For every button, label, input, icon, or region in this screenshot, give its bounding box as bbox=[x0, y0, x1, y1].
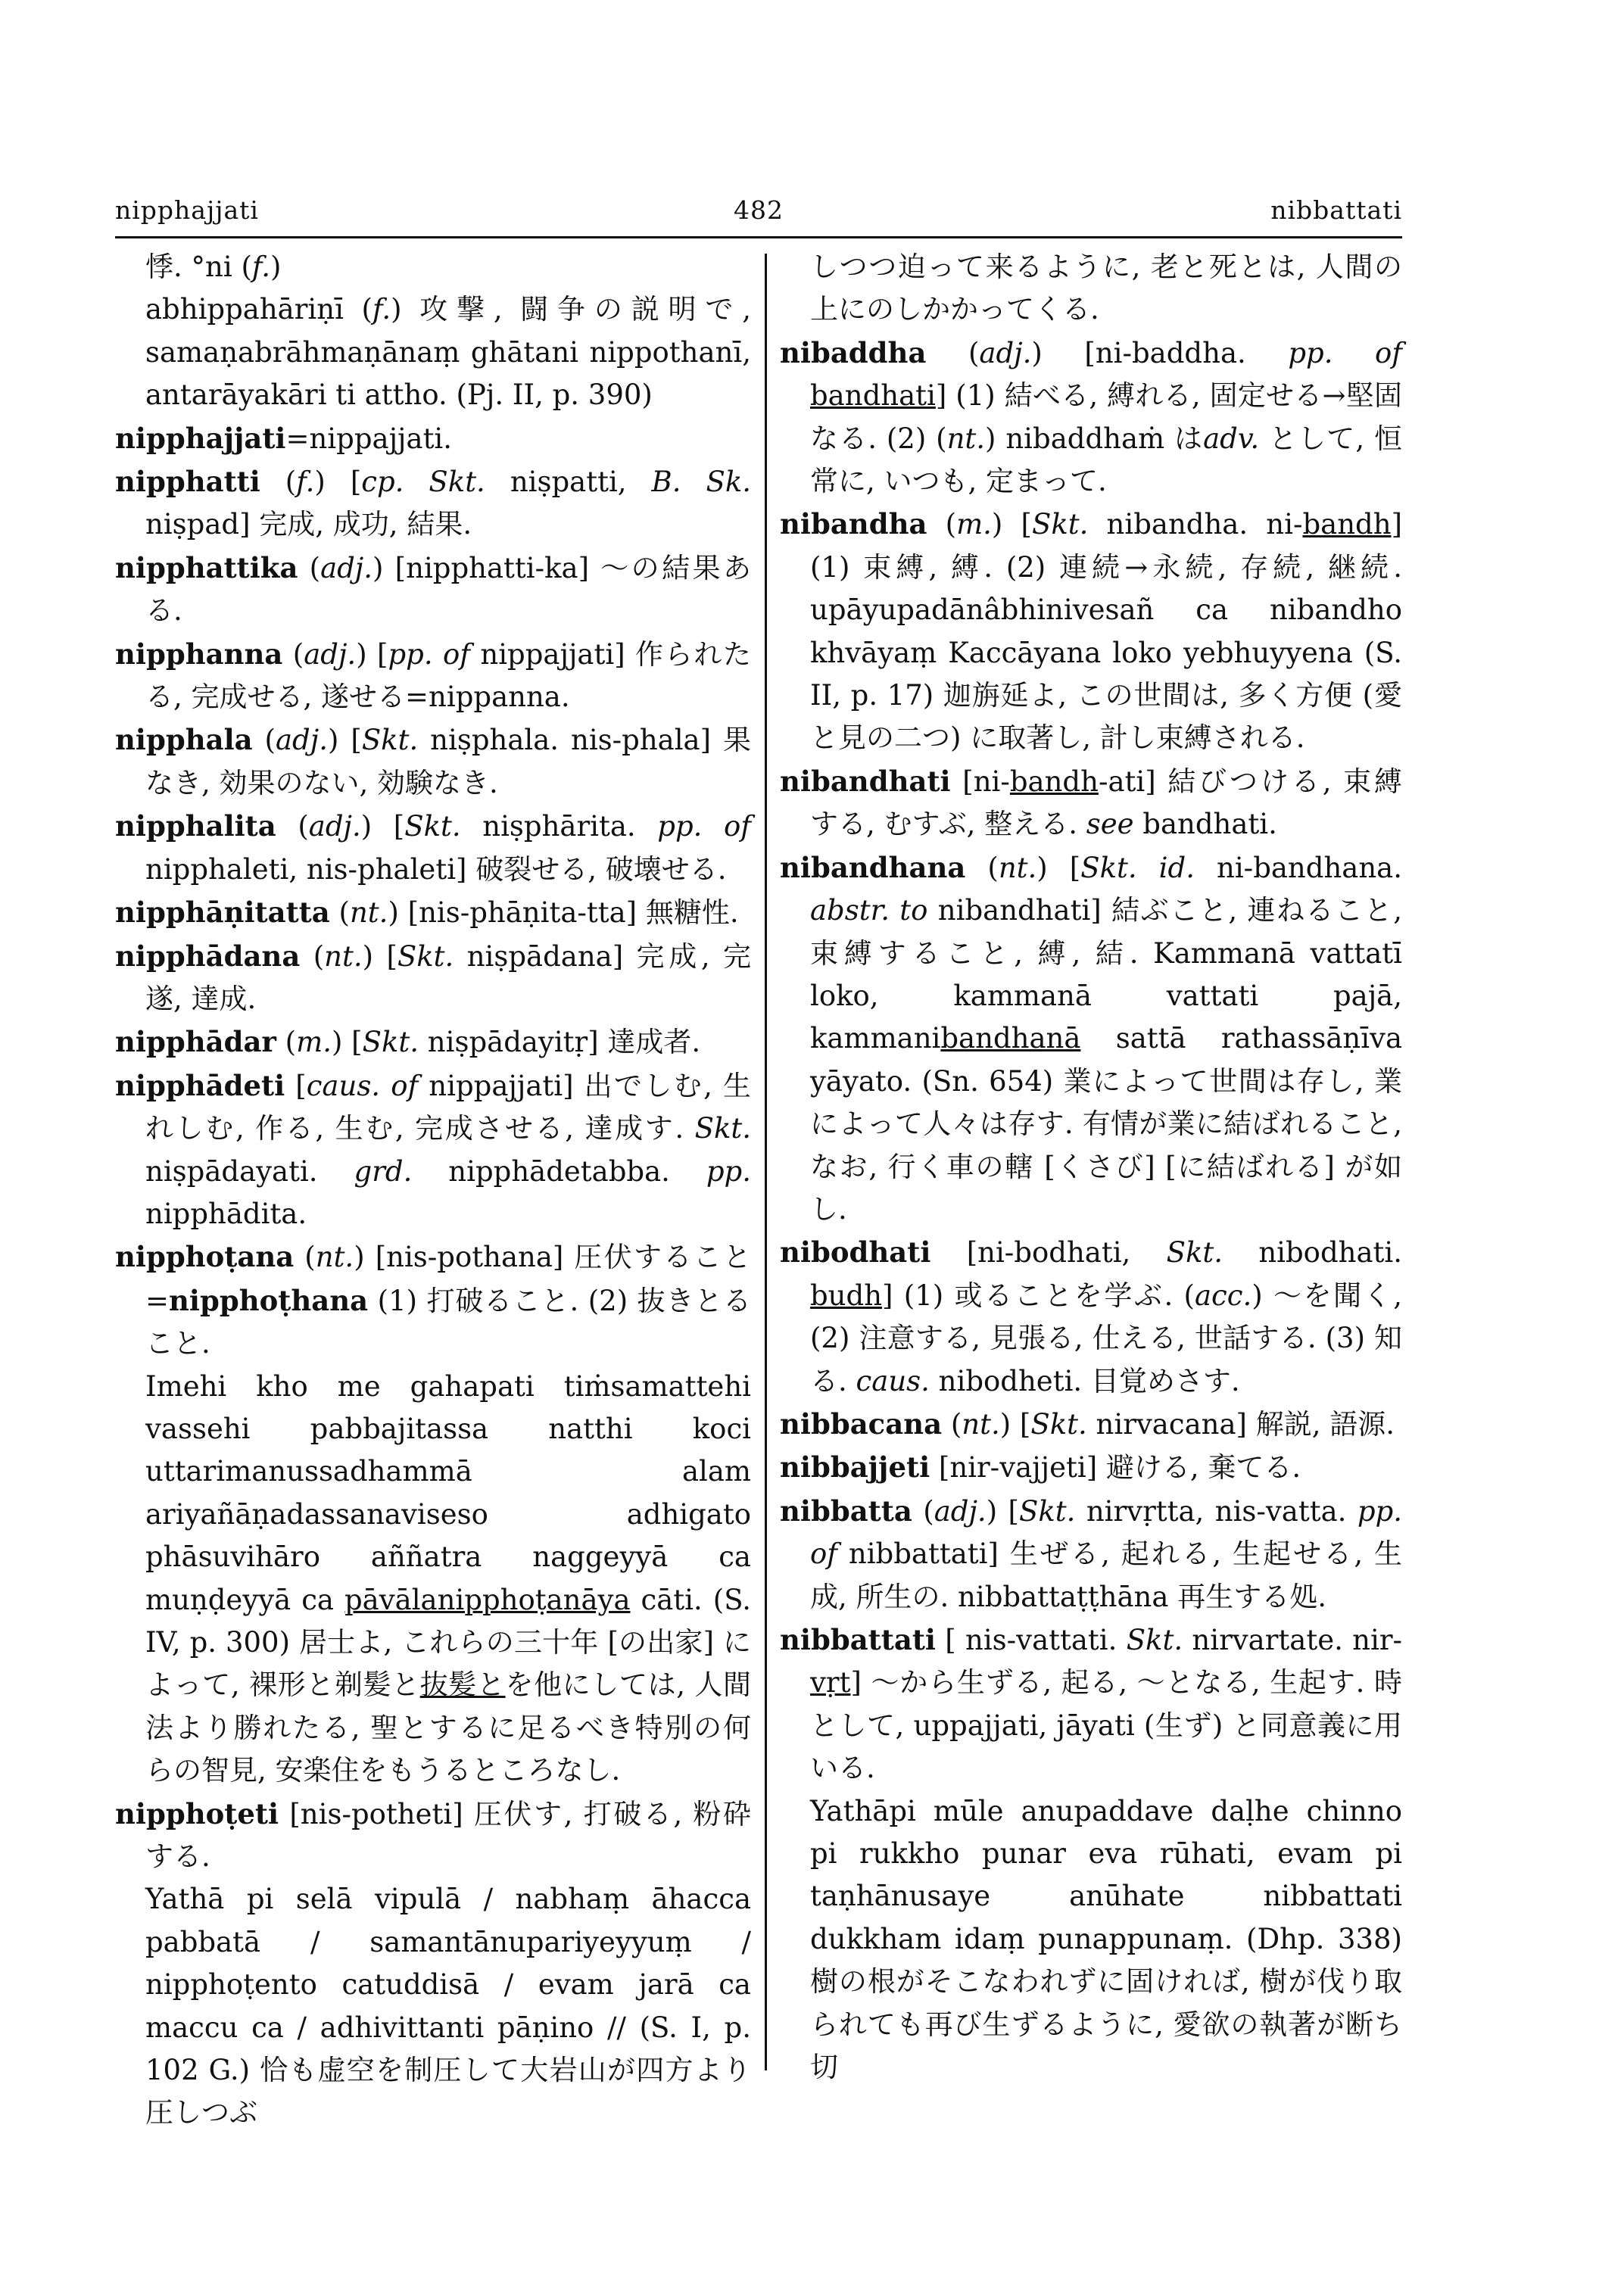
dictionary-entry: nipphanna (adj.) [pp. of nippajjati] 作られたる, 完成せる, 遂せる=nippanna. bbox=[115, 637, 751, 714]
headword: nibandhati bbox=[780, 764, 951, 798]
page-header bbox=[115, 195, 1402, 241]
headword: nipphoṭeti bbox=[115, 1796, 279, 1830]
headword: nibbatta bbox=[780, 1494, 912, 1528]
dictionary-entry: nibbacana (nt.) [Skt. nirvacana] 解説, 語源. bbox=[780, 1407, 1395, 1441]
dictionary-entry: nipphoṭeti [nis-potheti] 圧伏す, 打破る, 粉砕する. bbox=[115, 1796, 751, 1874]
headword: nipphāṇitatta bbox=[115, 896, 330, 930]
continuation-text: 悸. °ni (f.) bbox=[145, 251, 282, 283]
dictionary-entry: nipphattika (adj.) [nipphatti-ka] ～の結果ある. bbox=[115, 550, 751, 628]
dictionary-entry: nipphoṭana (nt.) [nis-pothana] 圧伏すること=nipphoṭhana (1) 打破ること. (2) 抜きとること. bbox=[115, 1240, 751, 1360]
headword: nipphādeti bbox=[115, 1068, 285, 1102]
dictionary-entry: nipphāṇitatta (nt.) [nis-phāṇita-tta] 無糖性. bbox=[115, 896, 739, 930]
dictionary-entry: nibodhati [ni-bodhati, Skt. nibodhati. budh] (1) 或ることを学ぶ. (acc.) ～を聞く, (2) 注意する, 見張る, 仕える, 世話する. (3) 知る. caus. nibodheti. 目覚めさす. bbox=[780, 1235, 1402, 1397]
continuation-text: しつつ迫って来るように, 老と死とは, 人間の上にのしかかってくる. bbox=[810, 251, 1402, 326]
headword: nibodhati bbox=[780, 1235, 931, 1270]
headword: nibbajjeti bbox=[780, 1450, 930, 1485]
quotation: Imehi kho me gahapati tiṁsamattehi vassehi pabbajitassa natthi koci uttarimanussadhammā alam ariyañāṇadassanaviseso adhigato phāsuvihāro aññatra naggeyyā ca muṇḍeyyā ca pāvālanipphoṭanāya cāti. (S. IV, p. 300) 居士よ, これらの三十年 [の出家] によって, 裸形と剃髪と抜髪とを他にしては, 人間法より勝れたる, 聖とするに足るべき特別の何らの智見, 安楽住をもうるところなし. bbox=[145, 1369, 751, 1787]
dictionary-entry: nipphatti (f.) [cp. Skt. niṣpatti, B. Sk. niṣpad] 完成, 成功, 結果. bbox=[115, 465, 752, 541]
headword: nipphattika bbox=[115, 550, 298, 584]
headword: nipphalita bbox=[115, 809, 276, 843]
page-number: 482 bbox=[734, 195, 784, 225]
dictionary-entry: nibandhati [ni-bandh-ati] 結びつける, 束縛する, むすぶ, 整える. see bandhati. bbox=[780, 764, 1402, 841]
right-column bbox=[780, 246, 1402, 2089]
headword: nipphādana bbox=[115, 939, 301, 973]
dictionary-entry: nipphādeti [caus. of nippajjati] 出でしむ, 生れしむ, 作る, 生む, 完成させる, 達成す. Skt. niṣpādayati. grd. nipphādetabba. pp. nipphādita. bbox=[115, 1068, 752, 1230]
headword: nibandha bbox=[780, 507, 927, 541]
dictionary-entry: nibandhana (nt.) [Skt. id. ni-bandhana. abstr. to nibandhati] 結ぶこと, 連ねること, 束縛すること, 縛, 結. Kammanā vattatī loko, kammanā vattati pajā, kammanibandhanā sattā rathassāṇīva yāyato. (Sn. 654) 業によって世間は存し, 業によって人々は存す. 有情が業に結ばれること, なお, 行く車の轄 [くさび] [に結ばれる] が如し. bbox=[780, 850, 1403, 1226]
dictionary-entry: nipphalita (adj.) [Skt. niṣphārita. pp. of nipphaleti, nis-phaleti] 破裂せる, 破壊せる. bbox=[115, 809, 751, 886]
header-left-guideword: nipphajjati bbox=[115, 195, 259, 225]
header-right-guideword: nibbattati bbox=[1270, 195, 1402, 225]
headword: nibandhana bbox=[780, 850, 966, 884]
headword: nibbattati bbox=[780, 1623, 936, 1656]
headword: nipphajjati bbox=[115, 421, 286, 455]
headword: nibaddha bbox=[780, 335, 927, 369]
quotation: Yathāpi mūle anupaddave daḷhe chinno pi rukkho punar eva rūhati, evam pi taṇhānusaye anūhate nibbattati dukkham idaṃ punappunaṃ. (Dhp. 338) 樹の根がそこなわれずに固ければ, 樹が伐り取られても再び生ずるように, 愛欲の執著が断ち切 bbox=[810, 1794, 1402, 2084]
dictionary-entry: nibbajjeti [nir-vajjeti] 避ける, 棄てる. bbox=[780, 1450, 1301, 1485]
dictionary-entry: nibbatta (adj.) [Skt. nirvṛtta, nis-vatta. pp. of nibbattati] 生ぜる, 起れる, 生起せる, 生成, 所生の. nibbattaṭṭhāna 再生する処. bbox=[780, 1494, 1402, 1613]
dictionary-entry: nipphādar (m.) [Skt. niṣpādayitṛ] 達成者. bbox=[115, 1025, 701, 1059]
header-rule bbox=[115, 236, 1402, 238]
headword: nipphanna bbox=[115, 637, 283, 671]
dictionary-entry: nibaddha (adj.) [ni-baddha. pp. of bandhati] (1) 結べる, 縛れる, 固定せる→堅固なる. (2) (nt.) nibaddhaṁ はadv. として, 恒常に, いつも, 定まって. bbox=[780, 335, 1402, 498]
headword: nipphala bbox=[115, 723, 253, 757]
dictionary-entry: nipphajjati=nippajjati. bbox=[115, 421, 453, 455]
dictionary-entry: nibbattati [ nis-vattati. Skt. nirvartate. nir-vṛt] ～から生ずる, 起る, ～となる, 生起す. 時として, uppajjati, jāyati (生ず) と同意義に用いる. bbox=[780, 1623, 1403, 1785]
dictionary-entry: nipphādana (nt.) [Skt. niṣpādana] 完成, 完遂, 達成. bbox=[115, 939, 751, 1015]
dictionary-entry: nipphala (adj.) [Skt. niṣphala. nis-phala] 果なき, 効果のない, 効験なき. bbox=[115, 723, 751, 799]
sub-entry: abhippahāriṇī (f.) 攻撃, 闘争の説明で, samaṇabrāhmaṇānaṃ ghātani nippothanī, antarāyakāri ti attho. (Pj. II, p. 390) bbox=[145, 293, 751, 412]
headword: nipphoṭana bbox=[115, 1240, 295, 1274]
headword: nibbacana bbox=[780, 1407, 943, 1441]
headword: nipphatti bbox=[115, 465, 260, 499]
quotation: Yathā pi selā vipulā / nabhaṃ āhacca pabbatā / samantānupariyeyyuṃ / nipphoṭento catuddisā / evam jarā ca maccu ca / adhivittanti pāṇino // (S. I, p. 102 G.) 恰も虚空を制圧して大岩山が四方より圧しつぶ bbox=[145, 1883, 751, 2129]
column-divider bbox=[765, 254, 767, 2070]
dictionary-entry: nibandha (m.) [Skt. nibandha. ni-bandh] (1) 束縛, 縛. (2) 連続→永続, 存続, 継続. upāyupadānâbhinivesañ ca nibandho khvāyaṃ Kaccāyana loko yebhuyyena (S. II, p. 17) 迦旃延よ, この世間は, 多く方便 (愛と見の二つ) に取著し, 計し束縛される. bbox=[780, 507, 1402, 755]
left-column bbox=[115, 246, 751, 2135]
headword: nipphādar bbox=[115, 1025, 276, 1059]
